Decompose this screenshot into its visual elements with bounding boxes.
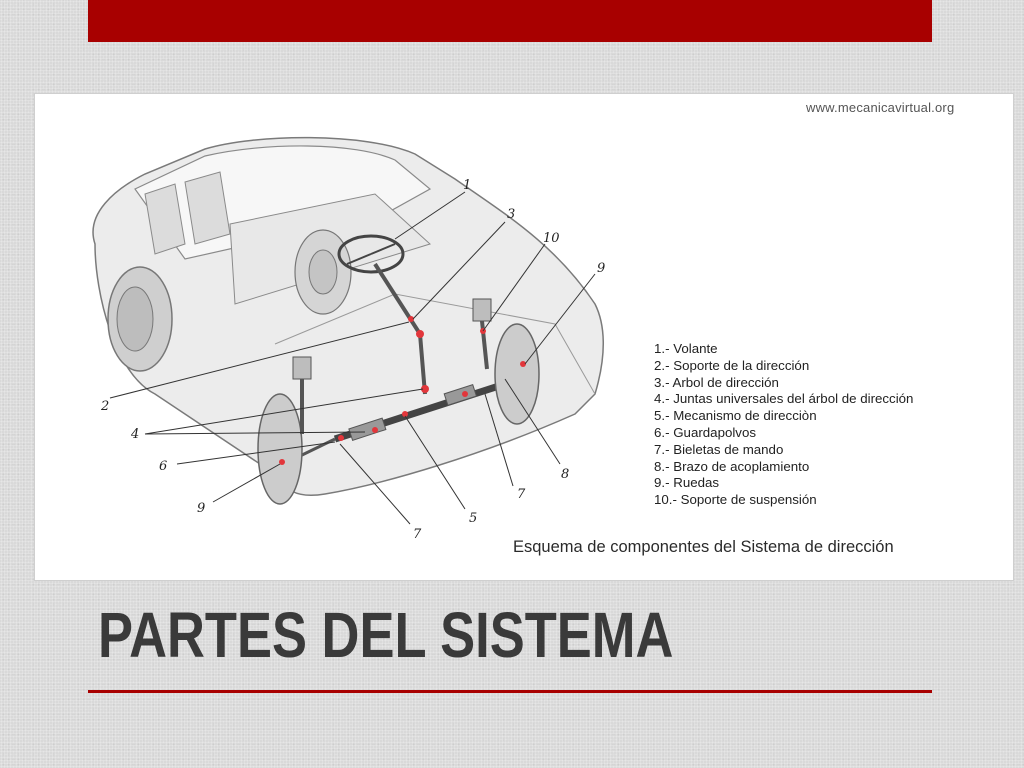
callout-2: 2 (101, 399, 110, 414)
source-website: www.mecanicavirtual.org (806, 100, 955, 115)
legend-item: 2.- Soporte de la dirección (654, 357, 810, 373)
legend-item: 4.- Juntas universales del árbol de dirección (654, 391, 914, 407)
legend-item: 3.- Arbol de dirección (654, 374, 779, 390)
steering-system-diagram (34, 93, 1014, 581)
callout-6: 6 (159, 459, 168, 474)
legend-item: 8.- Brazo de acoplamiento (654, 458, 810, 474)
component-legend (654, 341, 913, 509)
callout-10: 10 (543, 231, 560, 246)
figure-caption: Esquema de componentes del Sistema de dirección (513, 538, 894, 556)
callout-4: 4 (131, 427, 140, 442)
callout-8: 8 (561, 467, 570, 482)
legend-item: 6.- Guardapolvos (654, 424, 756, 440)
title-underline (88, 690, 932, 693)
callout-7-right: 7 (517, 487, 526, 502)
legend-item: 9.- Ruedas (654, 475, 720, 491)
callout-9-right: 9 (597, 261, 606, 276)
callout-1: 1 (463, 178, 472, 193)
callout-3: 3 (507, 207, 516, 222)
legend-item: 5.- Mecanismo de direcciòn (654, 408, 817, 424)
legend-item: 7.- Bieletas de mando (654, 441, 784, 457)
top-accent-bar (88, 0, 932, 42)
legend-item: 10.- Soporte de suspensión (654, 492, 817, 508)
callout-9-left: 9 (197, 501, 206, 516)
callout-7-left: 7 (413, 527, 422, 542)
slide-title: PARTES DEL SISTEMA (98, 599, 674, 671)
callout-5: 5 (469, 511, 478, 526)
legend-item: 1.- Volante (654, 341, 718, 356)
